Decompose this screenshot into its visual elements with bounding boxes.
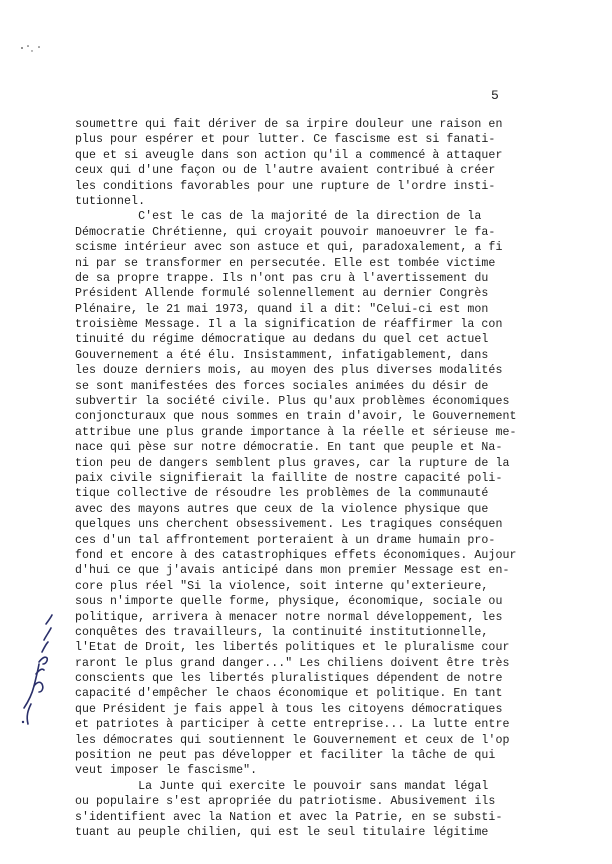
text-line: Démocratie Chrétienne, qui croyait pouvoir manoeuvrer le fa- [75,225,496,239]
text-line: tuant au peuple chilien, qui est le seul titulaire légitime [75,825,489,839]
text-line: scisme intérieur avec son astuce et qui, paradoxalement, a fi [75,241,503,255]
text-line: tique collective de résoudre les problèmes de la communauté [75,487,489,501]
text-line: capacité d'empêcher le chaos économique et politique. En tant [75,687,503,701]
text-line: sous n'importe quelle forme, physique, économique, sociale ou [75,595,503,609]
text-line: fond et encore à des catastrophiques effets économiques. Aujour [75,548,517,562]
text-line: politique, arrivera à menacer notre normal développement, les [75,610,503,624]
text-line: tinuité du régime démocratique au dedans du quel cet actuel [75,333,489,347]
text-line: que et si aveugle dans son action qu'il a commencé à attaquer [75,148,503,162]
text-line: core plus réel "Si la violence, soit interne qu'exterieure, [75,579,489,593]
text-line: tion peu de dangers semblent plus graves, car la rupture de la [75,456,510,470]
text-line: quelques uns cherchent obsessivement. Les tragiques conséquen [75,518,503,532]
text-line: soumettre qui fait dériver de sa irpire douleur une raison en [75,118,503,131]
text-line: ces d'un tal affrontement porteraient à un drame humain pro- [75,533,496,547]
text-line: de sa propre trappe. Ils n'ont pas cru à l'avertissement du [75,271,489,285]
text-line: que Président je fais appel à tous les citoyens démocratiques [75,702,503,716]
text-line: se sont manifestées des forces sociales animées du désir de [75,379,489,393]
text-line: C'est le cas de la majorité de la direction de la [75,210,482,224]
text-line: attribue une plus grande importance à la réelle et sérieuse me- [75,425,517,439]
text-line: conscients que les libertés pluralistiques dépendent de notre [75,672,503,686]
text-line: Gouvernement a été élu. Insistamment, infatigablement, dans [75,348,489,362]
text-line: troisième Message. Il a la signification de réaffirmer la con [75,318,503,332]
text-line: La Junte qui exercite le pouvoir sans mandat légal [75,779,489,793]
text-line: les conditions favorables pour une rupture de l'ordre insti- [75,179,496,193]
text-line: l'Etat de Droit, les libertés politiques et le pluralisme cour [75,641,510,655]
text-line: ou populaire s'est apropriée du patriotisme. Abusivement ils [75,795,496,809]
text-line: tutionnel. [75,194,146,208]
text-line: d'hui ce que j'avais anticipé dans mon premier Message est en- [75,564,510,578]
text-line: raront le plus grand danger..." Les chiliens doivent être très [75,656,510,670]
text-line: Président Allende formulé solennellement au dernier Congrès [75,287,489,301]
text-line: Plénaire, le 21 mai 1973, quand il a dit: "Celui-ci est mon [75,302,489,316]
text-line: s'identifient avec la Nation et avec la Patrie, en se substi- [75,810,503,824]
text-line: plus pour espérer et pour lutter. Ce fascisme est si fanati- [75,133,496,147]
handwritten-margin-annotation [6,612,70,732]
scan-speck-marks [18,42,48,62]
text-line: et patriotes à participer à cette entreprise... La lutte entre [75,718,510,732]
text-line: conquêtes des travailleurs, la continuité institutionnelle, [75,625,489,639]
text-line: ni par se transformer en persecutée. Elle est tombée victime [75,256,496,270]
text-line: avec des mayons autres que ceux de la violence physique que [75,502,489,516]
text-line: les démocrates qui soutiennent le Gouvernement et ceux de l'op [75,733,510,747]
text-line: veut imposer le fascisme". [75,764,258,778]
text-line: conjoncturaux que nous sommes en train d'avoir, le Gouvernement [75,410,517,424]
text-line: les douze derniers mois, au moyen des plus diverses modalités [75,364,503,378]
text-line: nace qui pèse sur notre démocratie. En tant que peuple et Na- [75,441,503,455]
text-line: paix civile signifierait la faillite de nostre capacité poli- [75,471,503,485]
text-line: position ne peut pas développer et faciliter la tâche de qui [75,749,496,763]
text-line: ceux qui d'une façon ou de l'autre avaient contribué à créer [75,164,496,178]
text-line: subvertir la société civile. Plus qu'aux problèmes économiques [75,395,510,409]
typewritten-body-text [75,117,543,840]
page-number: 5 [491,88,499,103]
